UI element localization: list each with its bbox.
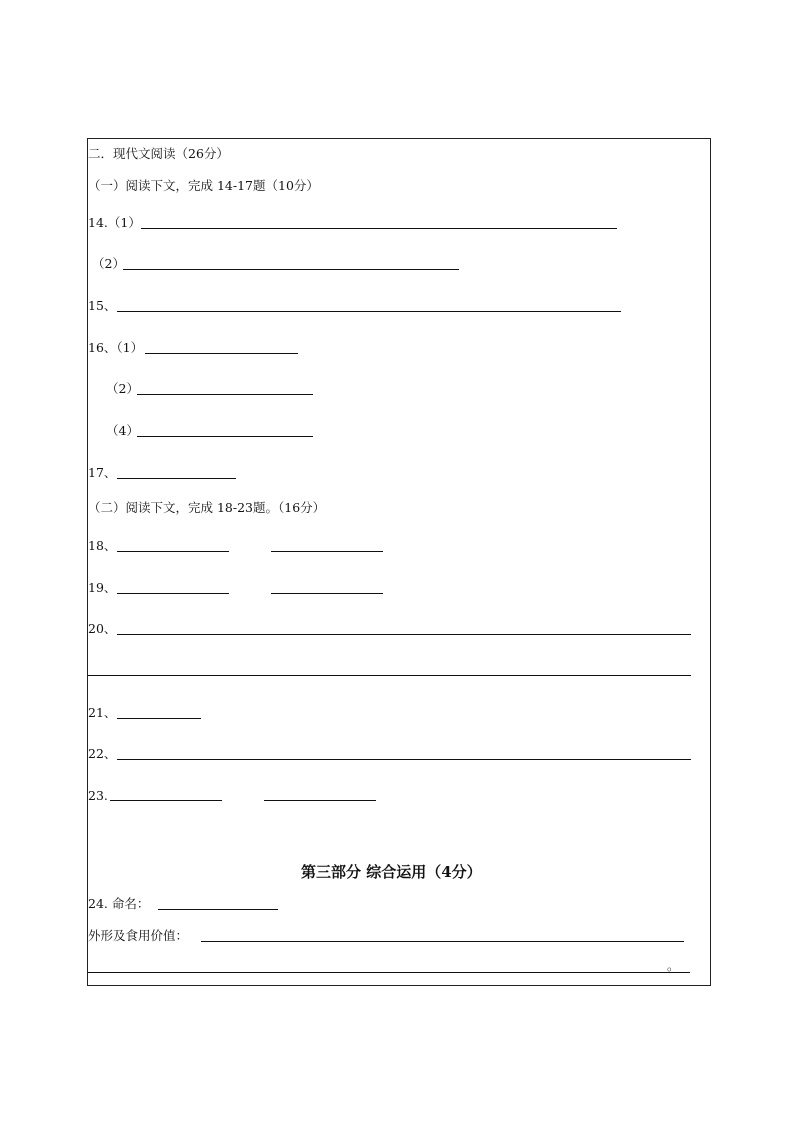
q21-answer-line[interactable] — [117, 718, 201, 719]
q16-2-label: （2） — [106, 381, 139, 396]
q22-answer-line[interactable] — [117, 759, 691, 760]
q16-4-answer-line[interactable] — [137, 436, 313, 437]
section3-title: 第三部分 综合运用（4分） — [301, 863, 482, 881]
q14-1-answer-line[interactable] — [141, 228, 617, 229]
q20-label: 20、 — [88, 621, 117, 636]
q24-name-label: 24. 命名： — [88, 896, 150, 911]
q18-answer-line-b[interactable] — [271, 551, 383, 552]
q23-answer-line-a[interactable] — [110, 800, 222, 801]
q16-2-answer-line[interactable] — [137, 394, 313, 395]
q19-answer-line-b[interactable] — [271, 593, 383, 594]
section2-title: 二．现代文阅读（26分） — [88, 146, 229, 161]
q16-1-label: 16、（1） — [88, 340, 144, 355]
q14-2-label: （2） — [92, 256, 125, 271]
q24-value-answer-line-1[interactable] — [201, 941, 684, 942]
part1-title: （一）阅读下文，完成 14-17题（10分） — [88, 178, 319, 193]
q17-label: 17、 — [88, 465, 117, 480]
q18-answer-line-a[interactable] — [117, 551, 229, 552]
q23-label: 23. — [88, 788, 108, 803]
q24-value-label: 外形及食用价值： — [88, 928, 189, 943]
q18-label: 18、 — [88, 538, 117, 553]
q22-label: 22、 — [88, 746, 117, 761]
q21-label: 21、 — [88, 705, 117, 720]
end-period-mark: 。 — [667, 958, 680, 973]
q14-1-label: 14.（1） — [88, 215, 141, 230]
q15-label: 15、 — [88, 298, 117, 313]
q23-answer-line-b[interactable] — [264, 800, 376, 801]
q16-1-answer-line[interactable] — [145, 353, 298, 354]
q15-answer-line[interactable] — [117, 311, 621, 312]
q19-label: 19、 — [88, 580, 117, 595]
q20-answer-line-1[interactable] — [117, 634, 691, 635]
answer-sheet-frame — [87, 138, 711, 986]
q24-name-answer-line[interactable] — [158, 909, 278, 910]
q14-2-answer-line[interactable] — [123, 269, 459, 270]
q20-answer-line-2[interactable] — [88, 675, 691, 676]
part2-title: （二）阅读下文，完成 18-23题。（16分） — [88, 500, 326, 515]
q17-answer-line[interactable] — [117, 478, 236, 479]
q19-answer-line-a[interactable] — [117, 593, 229, 594]
q16-4-label: （4） — [106, 423, 139, 438]
q24-value-answer-line-2[interactable] — [88, 972, 690, 973]
